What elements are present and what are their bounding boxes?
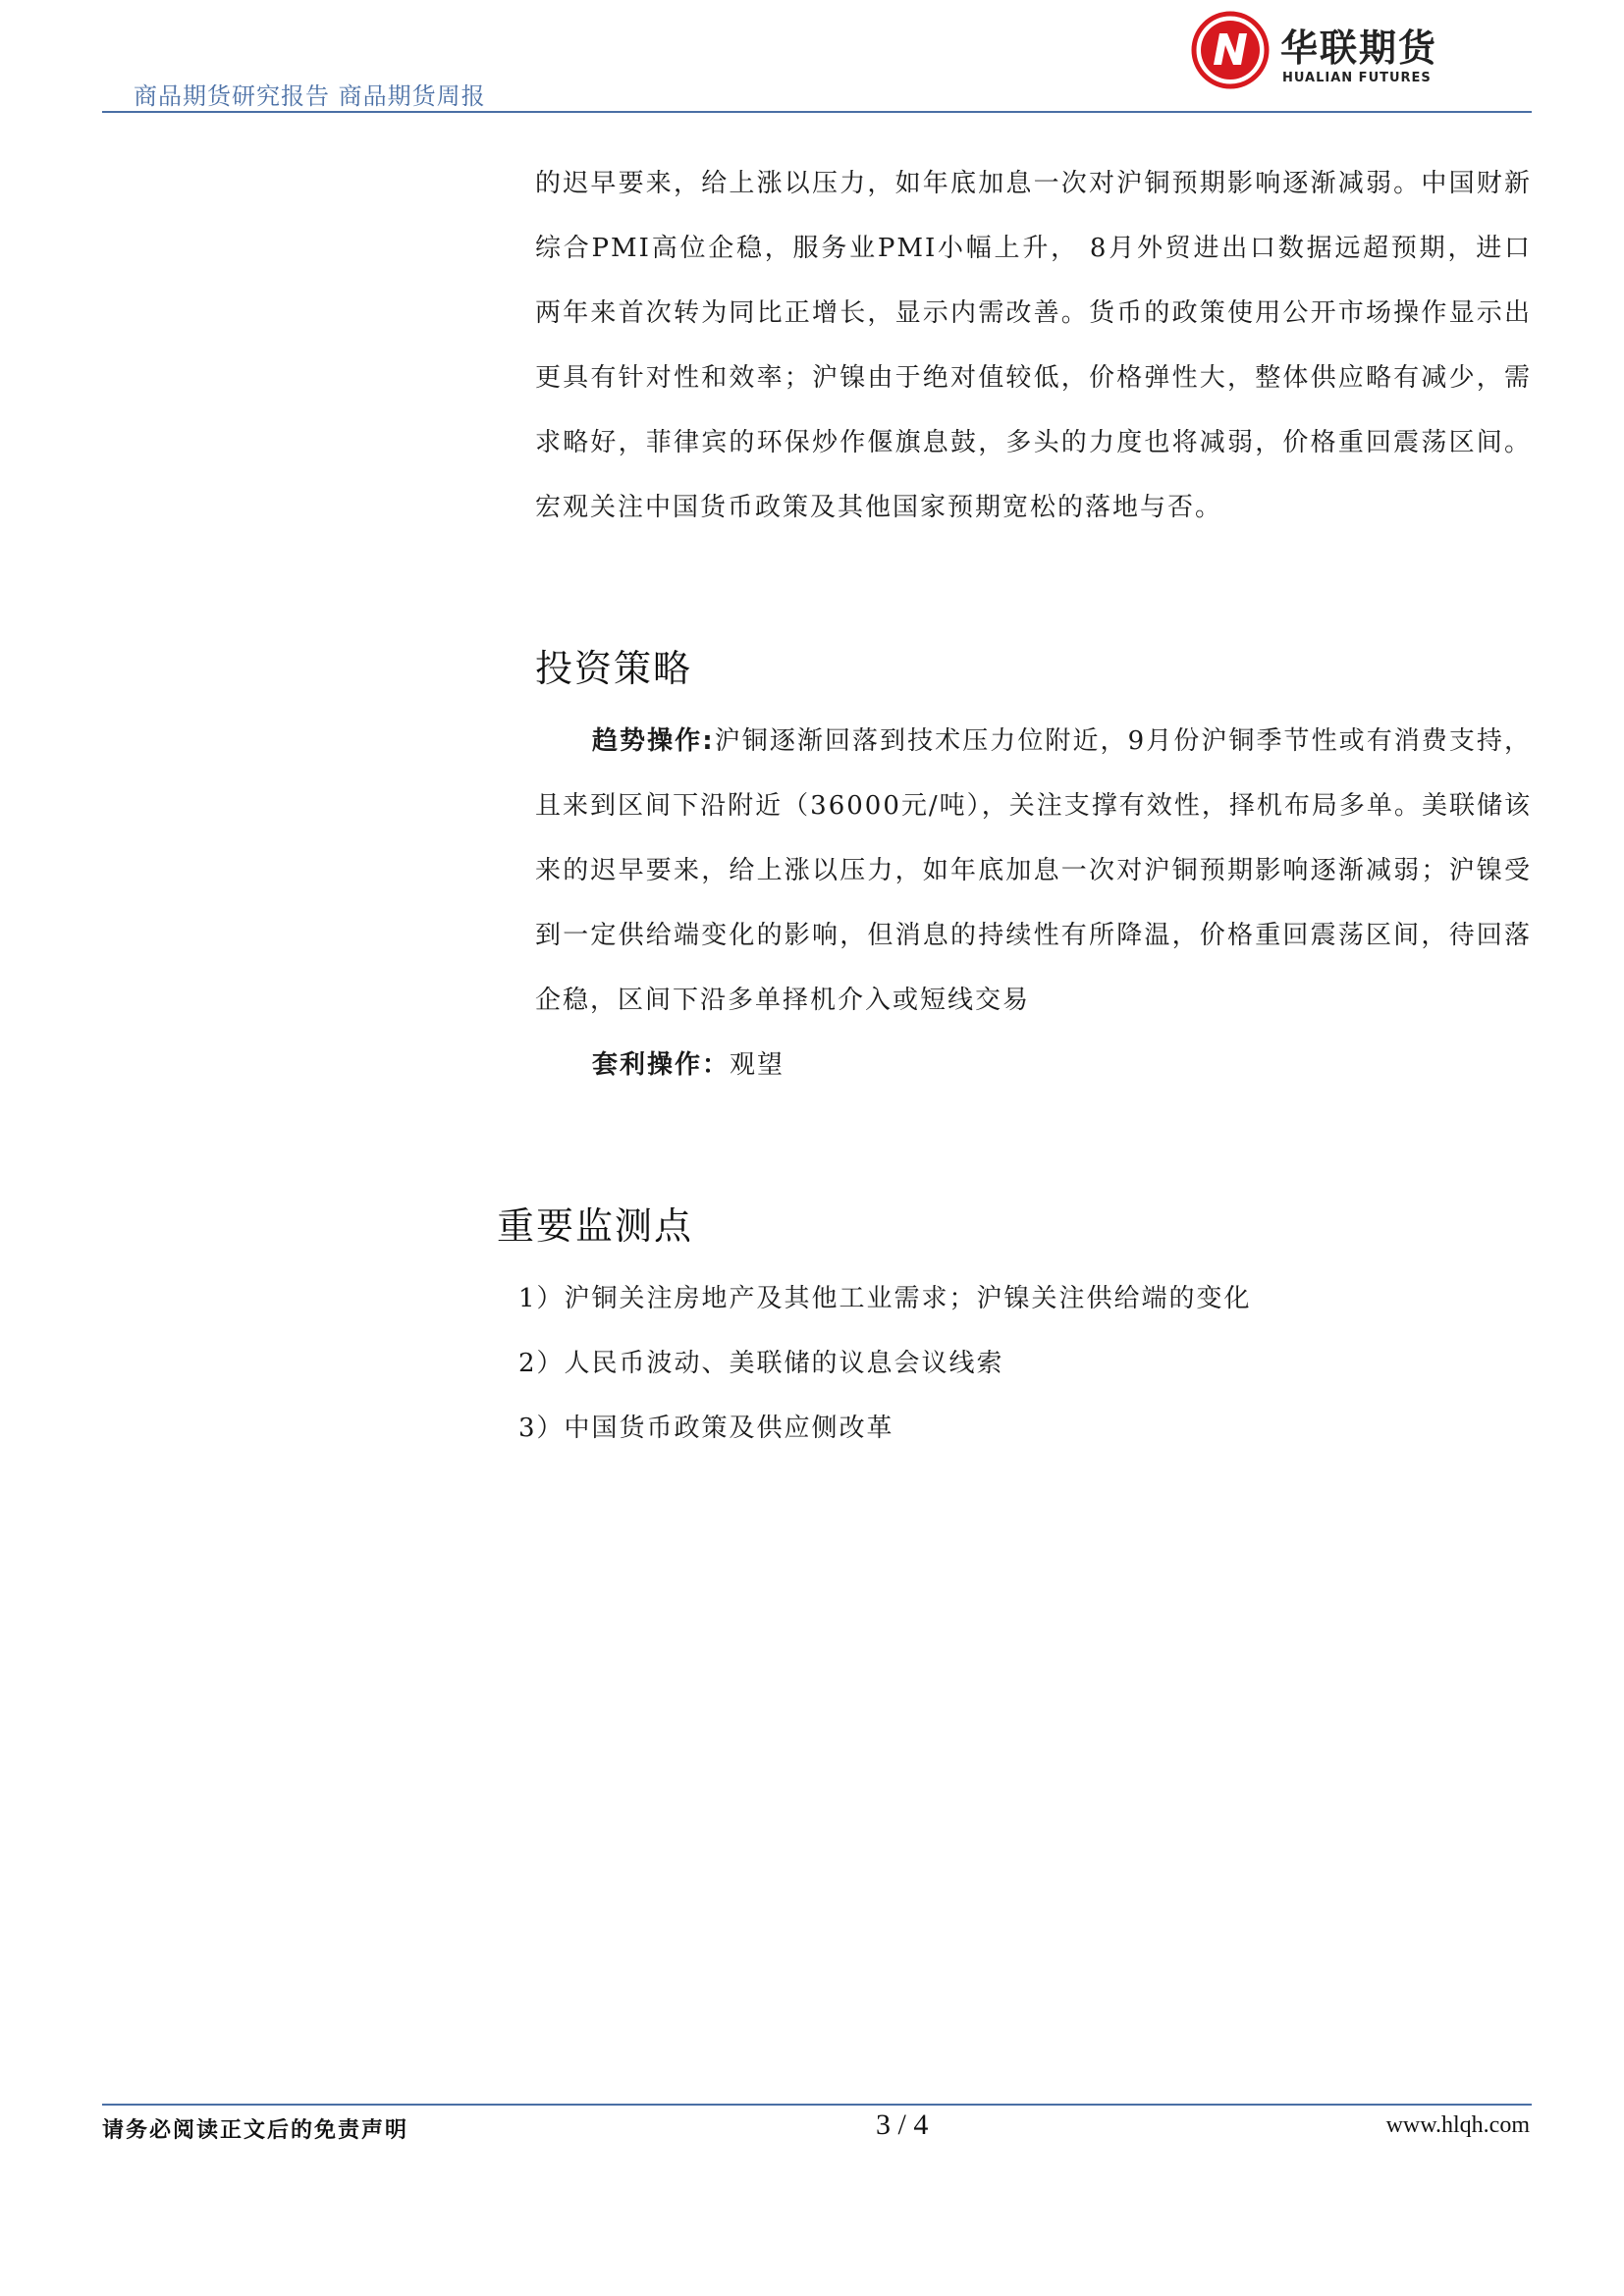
list-item: 2）人民币波动、美联储的议息会议线索 bbox=[518, 1349, 1004, 1378]
investment-strategy bbox=[535, 709, 1532, 1097]
footer-disclaimer: 请务必阅读正文后的免责声明 bbox=[102, 2118, 409, 2143]
footer-website: www.hlqh.com bbox=[1385, 2112, 1530, 2138]
company-logo bbox=[1190, 10, 1445, 90]
logo-name-en: HUALIAN FUTURES bbox=[1282, 71, 1432, 85]
hualian-logo-icon bbox=[1190, 10, 1271, 90]
report-header-title: 商品期货研究报告 商品期货周报 bbox=[134, 82, 486, 110]
trend-operation-label: 趋势操作: bbox=[592, 726, 715, 756]
trend-operation-text: 沪铜逐渐回落到技术压力位附近，9月份沪铜季节性或有消费支持，且来到区间下沿附近（36000元/吨），关注支撑有效性，择机布局多单。美联储该来的迟早要来，给上涨以压力，如年底加息一次对沪铜预期影响逐渐减弱；沪镍受到一定供给端变化的影响，但消息的持续性有所降温，价格重回震荡区间，待回落企稳，区间下沿多单择机介入或短线交易 bbox=[535, 726, 1532, 1015]
footer-divider bbox=[102, 2104, 1532, 2106]
logo-name-cn: 华联期货 bbox=[1280, 27, 1438, 70]
list-item: 3）中国货币政策及供应侧改革 bbox=[518, 1414, 894, 1443]
section-title-investment: 投资策略 bbox=[535, 647, 693, 690]
monitoring-list bbox=[518, 1266, 1252, 1461]
header-divider bbox=[102, 111, 1532, 113]
list-item: 1）沪铜关注房地产及其他工业需求；沪镍关注供给端的变化 bbox=[518, 1284, 1252, 1313]
section-title-monitoring: 重要监测点 bbox=[497, 1204, 694, 1248]
arbitrage-operation-label: 套利操作： bbox=[592, 1050, 731, 1080]
page-number: 3 / 4 bbox=[876, 2109, 929, 2141]
intro-paragraph: 的迟早要来，给上涨以压力，如年底加息一次对沪铜预期影响逐渐减弱。中国财新综合PMI高位企稳，服务业PMI小幅上升， 8月外贸进出口数据远超预期，进口两年来首次转为同比正增长，显示内需改善。货币的政策使用公开市场操作显示出更具有针对性和效率；沪镍由于绝对值较低，价格弹性大，整体供应略有减少，需求略好，菲律宾的环保炒作偃旗息鼓，多头的力度也将减弱，价格重回震荡区间。宏观关注中国货币政策及其他国家预期宽松的落地与否。 bbox=[535, 169, 1532, 522]
trend-operation-paragraph bbox=[535, 709, 1532, 1033]
arbitrage-operation-text: 观望 bbox=[730, 1050, 785, 1080]
arbitrage-operation-paragraph bbox=[535, 1033, 1532, 1097]
